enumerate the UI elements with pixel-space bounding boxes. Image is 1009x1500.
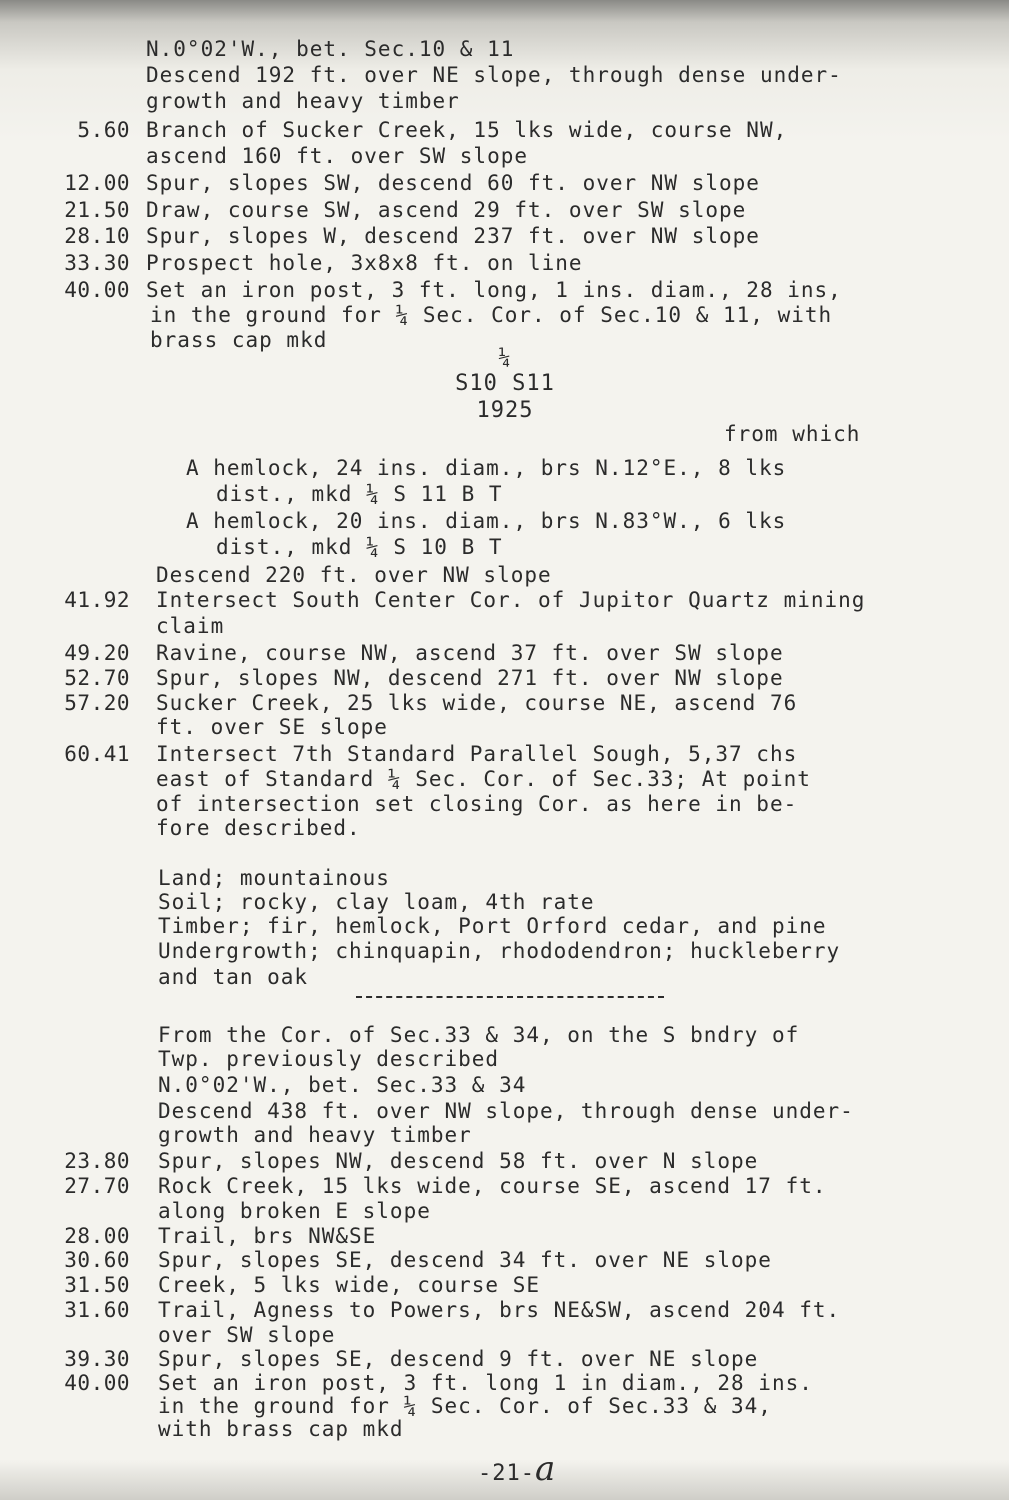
note-text: Descend 192 ft. over NE slope, through dense under-: [146, 63, 842, 87]
note-text: growth and heavy timber: [146, 89, 460, 113]
field-note-line: [0, 170, 1009, 196]
chain-distance: 33.30: [64, 251, 130, 275]
chain-distance: 12.00: [64, 171, 130, 195]
note-text: ft. over SE slope: [156, 715, 388, 739]
field-note-line: [0, 1046, 1009, 1072]
note-text: Ravine, course NW, ascend 37 ft. over SW slope: [156, 641, 784, 665]
cap-marking-year: 1925: [476, 398, 534, 423]
note-text: brass cap mkd: [150, 328, 328, 352]
field-note-line: [0, 277, 1009, 303]
note-text: Descend 220 ft. over NW slope: [156, 563, 552, 587]
chain-distance: 40.00: [64, 278, 130, 302]
field-note-line: [0, 250, 1009, 276]
note-text: with brass cap mkd: [158, 1417, 404, 1441]
field-note-line: [0, 143, 1009, 169]
note-text: Trail, Agness to Powers, brs NE&SW, ascend 204 ft.: [158, 1298, 841, 1322]
section-divider: [356, 996, 664, 998]
summary-land: Land; mountainous: [158, 866, 390, 890]
field-note-line: [0, 640, 1009, 666]
bearing-tree-line: A hemlock, 20 ins. diam., brs N.83°W., 6 lks: [186, 509, 787, 533]
field-note-line: [0, 741, 1009, 767]
note-text: Prospect hole, 3x8x8 ft. on line: [146, 251, 583, 275]
bearing-tree-line: dist., mkd ¼ S 10 B T: [216, 535, 503, 559]
field-note-line: [0, 62, 1009, 88]
note-text: Branch of Sucker Creek, 15 lks wide, course NW,: [146, 118, 788, 142]
note-text: Descend 438 ft. over NW slope, through dense under-: [158, 1099, 854, 1123]
field-note-line: [0, 1223, 1009, 1249]
field-note-line: [0, 815, 1009, 841]
note-text: N.0°02'W., bet. Sec.33 & 34: [158, 1073, 527, 1097]
field-note-line: [0, 1022, 1009, 1048]
note-text: growth and heavy timber: [158, 1123, 472, 1147]
note-text: Spur, slopes SE, descend 9 ft. over NE slope: [158, 1347, 759, 1371]
chain-distance: 39.30: [64, 1347, 130, 1371]
chain-distance: 49.20: [64, 641, 130, 665]
note-text: in the ground for ¼ Sec. Cor. of Sec.33 & 34,: [158, 1394, 772, 1418]
chain-distance: 60.41: [64, 742, 130, 766]
note-text: Trail, brs NW&SE: [158, 1224, 377, 1248]
chain-distance: 28.00: [64, 1224, 130, 1248]
field-note-line: [0, 1297, 1009, 1323]
field-note-line: [0, 587, 1009, 613]
note-text: over SW slope: [158, 1323, 336, 1347]
field-note-line: [0, 1247, 1009, 1273]
chain-distance: 27.70: [64, 1174, 130, 1198]
note-text: Creek, 5 lks wide, course SE: [158, 1273, 541, 1297]
chain-distance: 30.60: [64, 1248, 130, 1272]
field-note-line: [0, 1322, 1009, 1348]
field-note-line: [0, 714, 1009, 740]
chain-distance: 52.70: [64, 666, 130, 690]
field-note-line: [0, 1198, 1009, 1224]
field-note-line: [0, 223, 1009, 249]
note-text: along broken E slope: [158, 1199, 431, 1223]
bearing-tree-line: dist., mkd ¼ S 11 B T: [216, 482, 503, 506]
summary-undergrowth: Undergrowth; chinquapin, rhododendron; huckleberry: [158, 939, 841, 963]
note-text: Intersect South Center Cor. of Jupitor Quartz mining: [156, 588, 866, 612]
field-note-line: [0, 791, 1009, 817]
field-note-line: [0, 1122, 1009, 1148]
note-text: Draw, course SW, ascend 29 ft. over SW slope: [146, 198, 747, 222]
note-text: Spur, slopes NW, descend 271 ft. over NW slope: [156, 666, 784, 690]
field-note-line: [0, 613, 1009, 639]
chain-distance: 5.60: [77, 118, 130, 142]
summary-timber: Timber; fir, hemlock, Port Orford cedar, and pine: [158, 914, 827, 938]
cap-marking-fraction: ¼: [498, 345, 512, 369]
chain-distance: 28.10: [64, 224, 130, 248]
note-text: east of Standard ¼ Sec. Cor. of Sec.33; At point: [156, 767, 811, 791]
field-note-line: [0, 665, 1009, 691]
page-number-suffix: a: [534, 1449, 557, 1489]
chain-distance: 40.00: [64, 1371, 130, 1395]
note-text: Set an iron post, 3 ft. long, 1 ins. diam., 28 ins,: [146, 278, 842, 302]
field-note-line: [0, 1416, 1009, 1442]
note-text: fore described.: [156, 816, 361, 840]
note-text: Intersect 7th Standard Parallel Sough, 5,37 chs: [156, 742, 798, 766]
note-text: Spur, slopes NW, descend 58 ft. over N slope: [158, 1149, 759, 1173]
bearing-tree-line: A hemlock, 24 ins. diam., brs N.12°E., 8 lks: [186, 456, 787, 480]
note-text: Twp. previously described: [158, 1047, 500, 1071]
field-note-line: [0, 36, 1009, 62]
note-text: in the ground for ¼ Sec. Cor. of Sec.10 & 11, with: [150, 303, 833, 327]
chain-distance: 31.50: [64, 1273, 130, 1297]
field-note-line: [0, 1272, 1009, 1298]
cap-marking-sections: S10 S11: [455, 371, 555, 396]
page-number: [478, 1449, 557, 1489]
chain-distance: 41.92: [64, 588, 130, 612]
note-text: ascend 160 ft. over SW slope: [146, 144, 529, 168]
note-text: Set an iron post, 3 ft. long 1 in diam., 28 ins.: [158, 1371, 813, 1395]
chain-distance: 57.20: [64, 691, 130, 715]
from-which-label: from which: [724, 422, 861, 446]
field-note-line: [0, 1346, 1009, 1372]
note-text: of intersection set closing Cor. as here in be-: [156, 792, 798, 816]
field-note-line: [0, 197, 1009, 223]
field-note-line: [0, 690, 1009, 716]
note-text: claim: [156, 614, 225, 638]
field-note-line: [0, 1148, 1009, 1174]
field-note-line: [0, 88, 1009, 114]
field-note-line: [0, 1072, 1009, 1098]
chain-distance: 31.60: [64, 1298, 130, 1322]
field-note-line: [0, 766, 1009, 792]
note-text: Spur, slopes SE, descend 34 ft. over NE slope: [158, 1248, 772, 1272]
field-note-line: [0, 302, 1009, 328]
note-text: From the Cor. of Sec.33 & 34, on the S bndry of: [158, 1023, 800, 1047]
field-note-line: [0, 1098, 1009, 1124]
note-text: N.0°02'W., bet. Sec.10 & 11: [146, 37, 515, 61]
note-text: Rock Creek, 15 lks wide, course SE, ascend 17 ft.: [158, 1174, 827, 1198]
chain-distance: 23.80: [64, 1149, 130, 1173]
field-note-line: [0, 117, 1009, 143]
note-text: Spur, slopes SW, descend 60 ft. over NW slope: [146, 171, 760, 195]
chain-distance: 21.50: [64, 198, 130, 222]
summary-soil: Soil; rocky, clay loam, 4th rate: [158, 890, 595, 914]
field-note-line: [0, 1173, 1009, 1199]
field-note-line: [0, 562, 1009, 588]
page-number-text: -21-: [478, 1461, 535, 1486]
note-text: Sucker Creek, 25 lks wide, course NE, ascend 76: [156, 691, 798, 715]
summary-undergrowth-cont: and tan oak: [158, 965, 309, 989]
note-text: Spur, slopes W, descend 237 ft. over NW slope: [146, 224, 760, 248]
